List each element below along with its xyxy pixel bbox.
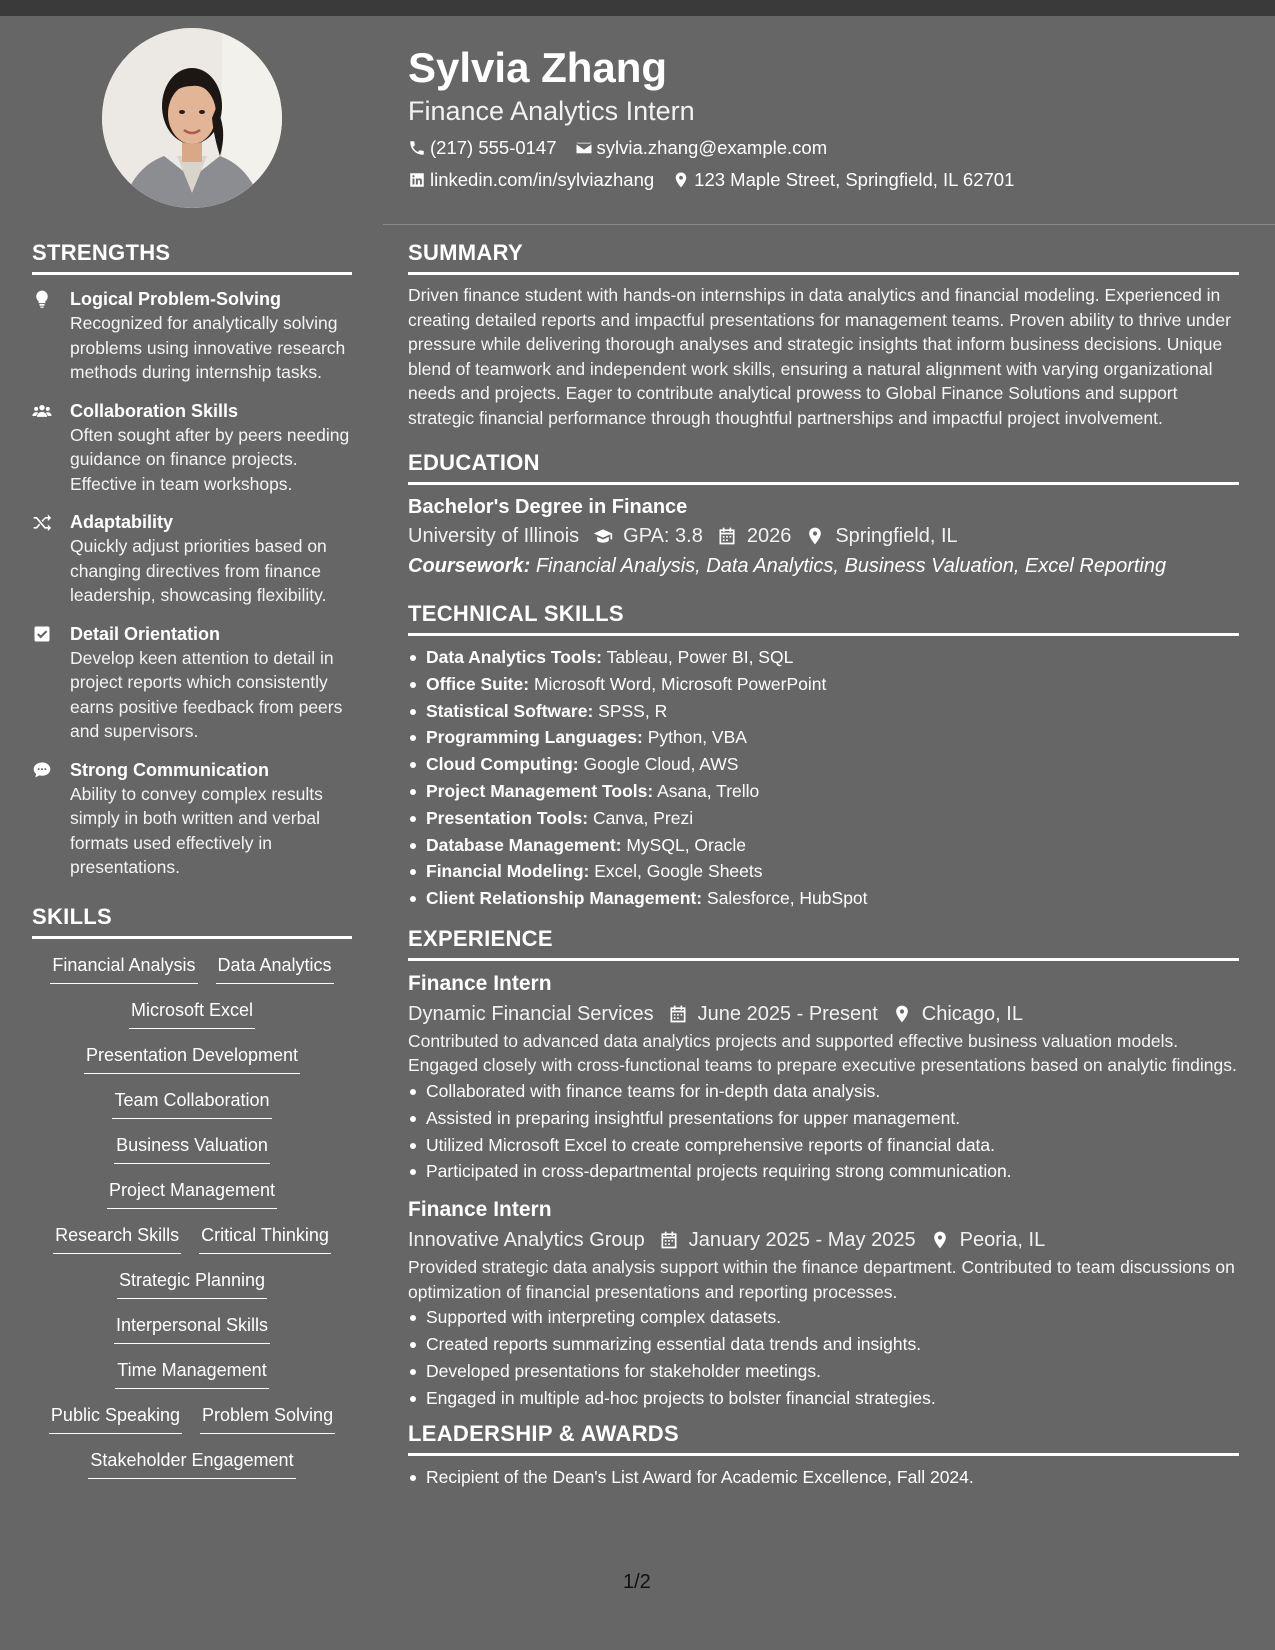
map-pin-icon [892, 1004, 912, 1024]
strength-body [70, 287, 352, 385]
graduation-cap-icon [593, 526, 613, 546]
job-dates: June 2025 - Present [697, 1002, 878, 1025]
map-pin-icon [672, 171, 690, 189]
coursework [408, 551, 1239, 581]
skill-row [32, 1043, 352, 1074]
degree-name: Bachelor's Degree in Finance [408, 496, 688, 518]
strength-body [70, 510, 352, 608]
coursework-text: Financial Analysis, Data Analytics, Business Valuation, Excel Reporting [535, 555, 1167, 577]
technical-skill-label: Financial Modeling: [426, 861, 590, 882]
job-location: Peoria, IL [959, 1229, 1046, 1252]
skills-heading: SKILLS [32, 904, 352, 939]
job-location-item [892, 999, 1023, 1029]
job-title: Finance Intern [408, 971, 552, 995]
skill-tag: Business Valuation [114, 1133, 270, 1164]
company-name: Innovative Analytics Group [408, 1229, 645, 1252]
experience-heading: EXPERIENCE [408, 926, 1239, 961]
technical-skill-item [408, 778, 1239, 805]
skill-tag: Stakeholder Engagement [88, 1448, 295, 1479]
users-icon [32, 401, 52, 421]
job-bullets [408, 1078, 1239, 1185]
year-text: 2026 [746, 525, 792, 547]
technical-skill-label: Project Management Tools: [426, 780, 654, 801]
skill-tag: Microsoft Excel [129, 998, 255, 1029]
school-item [408, 521, 579, 551]
technical-skill-label: Office Suite: [426, 673, 530, 694]
strength-desc: Recognized for analytically solving problems using innovative research methods during internship tasks. [70, 313, 346, 382]
technical-skill-value: Tableau, Power BI, SQL [606, 647, 794, 667]
calendar-icon [717, 526, 737, 546]
technical-skill-label: Database Management: [426, 834, 622, 855]
skill-tag: Time Management [115, 1358, 268, 1389]
leadership-heading: LEADERSHIP & AWARDS [408, 1421, 1239, 1456]
map-pin-icon [930, 1230, 950, 1250]
strength-item [32, 510, 352, 608]
technical-skill-label: Data Analytics Tools: [426, 647, 603, 667]
skill-row [32, 953, 352, 984]
job-description: Contributed to advanced data analytics projects and supported effective business valuation models. Engaged closely with cross-functional teams to prepare executive presentations based on analytic findings. [408, 1030, 1237, 1076]
header-divider [383, 224, 1275, 225]
profile-photo [102, 28, 282, 208]
skill-row [32, 1313, 352, 1344]
skill-tag: Public Speaking [49, 1403, 182, 1434]
contact-row-1 [408, 136, 1238, 160]
page-number: 1/2 [623, 1571, 651, 1593]
technical-skill-item [408, 805, 1239, 832]
right-column [408, 240, 1239, 1491]
job-entry [408, 1195, 1239, 1411]
job-bullet: Assisted in preparing insightful presentations for upper management. [408, 1105, 1239, 1132]
technical-skill-value: SPSS, R [598, 700, 668, 721]
strength-item [32, 758, 352, 880]
technical-skill-value: Salesforce, HubSpot [707, 888, 868, 909]
top-bar [0, 0, 1275, 16]
summary-text: Driven finance student with hands-on internships in data analytics and financial modeling. Experienced in creating detailed reports and impactful presentations for management teams. Proven ability to thrive under pressure while delivering thorough analyses and strategic insights that inform business decisions. Unique blend of teamwork and independent work skills, ensuring a natural alignment with varying organizational needs and projects. Eager to contribute analytical prowess to Global Finance Solutions and support strategic financial performance through thoughtful partnerships and impactful project involvement. [408, 285, 1231, 428]
strength-name: Detail Orientation [70, 623, 221, 644]
phone-text: (217) 555-0147 [430, 137, 557, 158]
experience-list [408, 969, 1239, 1411]
speech-bubble-icon [32, 760, 52, 780]
linkedin-icon [408, 171, 426, 189]
skill-row [32, 1178, 352, 1209]
left-column [32, 240, 352, 1479]
job-location: Chicago, IL [921, 1002, 1023, 1025]
strength-desc: Develop keen attention to detail in project reports which consistently earns positive feedback from peers and supervisors. [70, 647, 343, 741]
job-meta [408, 1225, 1239, 1255]
technical-skill-value: Google Cloud, AWS [583, 754, 739, 775]
technical-skill-label: Cloud Computing: [426, 754, 579, 775]
job-bullet: Collaborated with finance teams for in-depth data analysis. [408, 1078, 1239, 1105]
strength-desc: Quickly adjust priorities based on changing directives from finance leadership, showcasing flexibility. [70, 536, 327, 605]
dates-item [668, 999, 878, 1029]
contact-row-2 [408, 168, 1238, 192]
skill-tag: Problem Solving [200, 1403, 335, 1434]
job-entry [408, 969, 1239, 1185]
company-item [408, 1225, 645, 1255]
shuffle-icon [32, 512, 52, 532]
technical-skill-label: Presentation Tools: [426, 807, 589, 828]
strength-name: Strong Communication [70, 759, 269, 780]
technical-skill-value: Asana, Trello [657, 780, 760, 801]
strength-item [32, 399, 352, 497]
strength-body [70, 399, 352, 497]
skills-list [32, 953, 352, 1479]
candidate-title: Finance Analytics Intern [408, 96, 695, 126]
map-pin-icon [805, 526, 825, 546]
skill-row [32, 1403, 352, 1434]
job-bullet: Utilized Microsoft Excel to create comprehensive reports of financial data. [408, 1132, 1239, 1159]
gpa-text: GPA: 3.8 [623, 525, 703, 547]
coursework-label: Coursework: [408, 555, 531, 577]
portrait-image [102, 28, 282, 208]
technical-skill-label: Statistical Software: [426, 700, 594, 721]
education-meta [408, 521, 1239, 551]
dates-item [659, 1225, 916, 1255]
job-bullet: Developed presentations for stakeholder meetings. [408, 1358, 1239, 1385]
calendar-icon [659, 1230, 679, 1250]
job-meta [408, 999, 1239, 1029]
skill-row [32, 998, 352, 1029]
email-text[interactable]: sylvia.zhang@example.com [596, 137, 828, 158]
technical-skills-heading: TECHNICAL SKILLS [408, 601, 1239, 636]
technical-skill-item [408, 671, 1239, 698]
gpa-item [593, 521, 703, 551]
skill-row [32, 1223, 352, 1254]
technical-skill-value: Python, VBA [647, 727, 747, 748]
strength-icon-wrap [32, 622, 70, 744]
company-name: Dynamic Financial Services [408, 1002, 654, 1025]
strength-desc: Often sought after by peers needing guidance on finance projects. Effective in team workshops. [70, 424, 350, 494]
leadership-item: Recipient of the Dean's List Award for Academic Excellence, Fall 2024. [408, 1464, 1239, 1491]
leadership-list [408, 1464, 1239, 1491]
strength-item [32, 287, 352, 385]
job-location-item [930, 1225, 1046, 1255]
strength-item [32, 622, 352, 744]
technical-skill-value: Microsoft Word, Microsoft PowerPoint [533, 673, 827, 694]
skill-row [32, 1133, 352, 1164]
strength-icon-wrap [32, 399, 70, 497]
technical-skill-item [408, 644, 1239, 671]
skill-tag: Strategic Planning [117, 1268, 267, 1299]
strengths-heading: STRENGTHS [32, 240, 352, 275]
checkbox-icon [32, 624, 52, 644]
technical-skill-item [408, 751, 1239, 778]
calendar-icon [668, 1004, 688, 1024]
skill-row [32, 1088, 352, 1119]
technical-skills-list [408, 644, 1239, 912]
skill-tag: Project Management [107, 1178, 277, 1209]
technical-skill-item [408, 698, 1239, 725]
summary-heading: SUMMARY [408, 240, 1239, 275]
job-bullet: Engaged in multiple ad-hoc projects to bolster financial strategies. [408, 1385, 1239, 1412]
technical-skill-item [408, 858, 1239, 885]
skill-tag: Data Analytics [216, 953, 334, 984]
school-name: University of Illinois [408, 525, 580, 547]
education-heading: EDUCATION [408, 450, 1239, 485]
skill-tag: Team Collaboration [112, 1088, 271, 1119]
skill-tag: Critical Thinking [199, 1223, 331, 1254]
job-bullets [408, 1304, 1239, 1411]
strength-icon-wrap [32, 758, 70, 880]
candidate-name: Sylvia Zhang [408, 44, 668, 91]
technical-skill-value: MySQL, Oracle [626, 834, 746, 855]
skill-row [32, 1448, 352, 1479]
edu-location-text: Springfield, IL [835, 525, 958, 547]
linkedin-text[interactable]: linkedin.com/in/sylviazhang [430, 169, 655, 190]
lightbulb-icon [32, 289, 52, 309]
skill-tag: Financial Analysis [50, 953, 197, 984]
resume-header [408, 40, 1238, 192]
job-dates: January 2025 - May 2025 [688, 1229, 916, 1252]
technical-skill-item [408, 724, 1239, 751]
skill-tag: Interpersonal Skills [114, 1313, 270, 1344]
email-item[interactable] [575, 136, 828, 160]
skill-row [32, 1358, 352, 1389]
job-bullet: Supported with interpreting complex datasets. [408, 1304, 1239, 1331]
skill-tag: Research Skills [53, 1223, 181, 1254]
technical-skill-item [408, 885, 1239, 912]
job-title: Finance Intern [408, 1198, 552, 1222]
envelope-icon [575, 139, 593, 157]
strength-body [70, 622, 352, 744]
strength-icon-wrap [32, 510, 70, 608]
job-bullet: Created reports summarizing essential data trends and insights. [408, 1331, 1239, 1358]
strength-name: Collaboration Skills [70, 400, 239, 421]
skill-row [32, 1268, 352, 1299]
technical-skill-label: Client Relationship Management: [426, 888, 703, 909]
phone-item [408, 136, 557, 160]
address-item [672, 168, 1014, 192]
technical-skill-value: Excel, Google Sheets [594, 861, 763, 882]
skill-tag: Presentation Development [84, 1043, 300, 1074]
strength-name: Logical Problem-Solving [70, 289, 282, 309]
year-item [717, 521, 792, 551]
technical-skill-label: Programming Languages: [426, 727, 643, 748]
strength-body [70, 758, 352, 880]
strength-icon-wrap [32, 287, 70, 385]
technical-skill-item [408, 832, 1239, 859]
strengths-list [32, 287, 352, 880]
strength-desc: Ability to convey complex results simply in both written and verbal formats used effectively in presentations. [70, 783, 323, 877]
job-description: Provided strategic data analysis support within the finance department. Contributed to team discussions on optimization of financial presentations and reporting processes. [408, 1257, 1235, 1302]
edu-location-item [805, 521, 957, 551]
strength-name: Adaptability [70, 512, 174, 532]
address-text: 123 Maple Street, Springfield, IL 62701 [694, 169, 1015, 190]
company-item [408, 999, 654, 1029]
technical-skill-value: Canva, Prezi [592, 807, 694, 828]
job-bullet: Participated in cross-departmental projects requiring strong communication. [408, 1158, 1239, 1185]
linkedin-item[interactable] [408, 168, 654, 192]
phone-icon [408, 139, 426, 157]
